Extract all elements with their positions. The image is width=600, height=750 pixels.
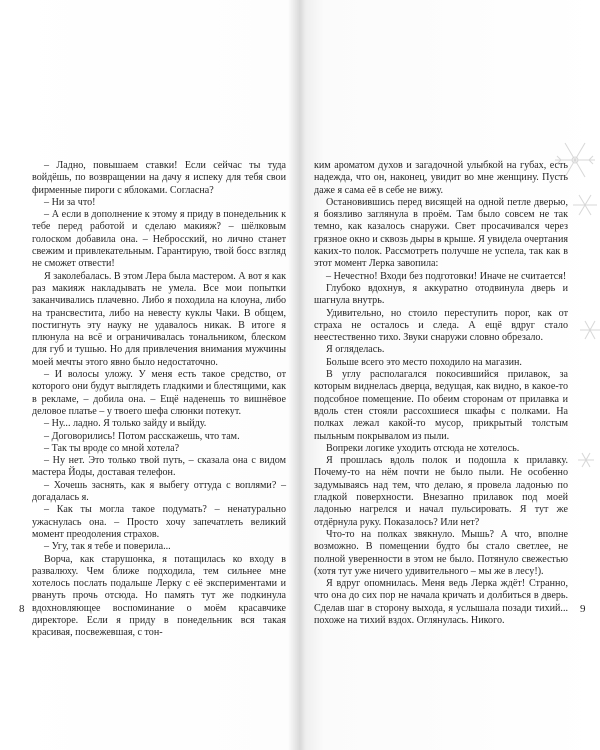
page-number-left: 8 xyxy=(19,603,25,615)
paragraph: – Нечестно! Входи без подготовки! Иначе не считается! xyxy=(326,270,567,282)
paragraph: – Хочешь заснять, как я выбегу оттуда с воплями? – догадалась я. xyxy=(32,479,286,504)
paragraph: Что-то на полках звякнуло. Мышь? А что, вполне возможно. В помещении будто бы стало светлее, не полной уверенности в этом не было. Потянуло свежестью (хотя тут уже ничего удивительного – мы же в лесу!). xyxy=(314,528,568,577)
paragraph: Я огляделась. xyxy=(326,344,385,356)
paragraph: Я прошлась вдоль полок и подошла к прилавку. Почему-то на нём почти не было пыли. Не особенно задумываясь над тем, что делаю, я провела ладонью по гладкой поверхности. Внезапно прилавок под моей ладонью нагрелся и начал пульсировать. Я тут же отдёрнула руку. Показалось? Или нет? xyxy=(314,455,568,528)
paragraph: В углу располагался покосившийся прилавок, за которым виднелась дверца, ведущая, как видно, в какое-то подсобное помещение. По обеим сторонам от прилавка и вдоль стен стояли рассохшиеся шкафы с полками. На полках лежал какой-то мусор, прикрытый толстым пыльным покрывалом из пыли. xyxy=(314,369,568,442)
paragraph: – Ну нет. Это только твой путь, – сказала она с видом мастера Йоды, доставая телефон. xyxy=(32,455,286,479)
paragraph: – Как ты могла такое подумать? – ненатурально ужаснулась она. – Просто хочу запечатлеть великий момент преодоления страхов. xyxy=(32,504,286,540)
paragraph: Я вдруг опомнилась. Меня ведь Лерка ждёт! Странно, что она до сих пор не начала кричать и долбиться в дверь. Сделав шаг в сторону выхода, я услышала позади тихий... похоже на тихий вздох. Оглянулась. Никого. xyxy=(314,578,568,626)
page-number-right: 9 xyxy=(580,603,586,615)
paragraph: Ворча, как старушонка, я потащилась ко входу в развалюху. Чем ближе подходила, тем сильнее мне хотелось послать подальше Лерку с её экспериментами и рвануть прочь отсюда. Но память тут же подкинула вдохновляющее воспоминание о моём красавчике директоре. Если я приду в понедельник вся такая красивая, посвежевшая, с тон- xyxy=(32,553,286,639)
paragraph: – Угу, так я тебе и поверила... xyxy=(44,541,171,553)
left-page-text xyxy=(32,160,286,640)
paragraph: Вопреки логике уходить отсюда не хотелось. xyxy=(326,442,520,454)
paragraph: – Ни за что! xyxy=(44,196,96,208)
paragraph: Я заколебалась. В этом Лера была мастером. А вот я как раз макияж накладывать не умела. Все мои попытки заканчивались плачевно. Либо я походила на клоуна, либо на трансвестита, либо на невесту куклы Чаки. В общем, постигнуть эту науку не удавалось никак. В итоге я плюнула на всё и ограничивалась тональником, блеском для губ и тушью. Но для привлечения внимания мужчины моей мечты этого явно было недостаточно. xyxy=(32,270,286,368)
paragraph: Больше всего это место походило на магазин. xyxy=(326,356,522,368)
paragraph: – Ладно, повышаем ставки! Если сейчас ты туда войдёшь, по возвращении на дачу я испеку для тебя свои фирменные пироги с яблоками. Согласна? xyxy=(32,160,286,196)
paragraph: Удивительно, но стоило переступить порог, как от страха не осталось и следа. А ещё вдруг стало неестественно тихо. Звуки снаружи словно обрезало. xyxy=(314,307,568,344)
snowflake-ornament-icon xyxy=(520,130,600,490)
paragraph: – И волосы уложу. У меня есть такое средство, от которого они будут выглядеть гладкими и блестящими, как в рекламе, – добила она. – Ещё наденешь то вишнёвое деловое платье – у твоего шефа слюнки потекут. xyxy=(32,369,286,417)
paragraph: Остановившись перед висящей на одной петле дверью, я боязливо заглянула в проём. Там было совсем не так темно, как казалось снаружи. Свет просачивался через грязное окно и сквозь дыры в крыше. Я увидела очертания каких-то полок. Рассмотреть получше не успела, так как в этот момент Лерка завопила: xyxy=(314,196,568,270)
paragraph: – Договорились! Потом расскажешь, что там. xyxy=(44,430,240,442)
paragraph: ким ароматом духов и загадочной улыбкой на губах, есть надежда, что он, наконец, увидит во мне женщину. Пусть даже я сама её в себе не вижу. xyxy=(314,160,568,196)
paragraph: – Так ты вроде со мной хотела? xyxy=(44,442,180,454)
paragraph: – А если в дополнение к этому я приду в понедельник к тебе перед работой и сделаю макияж? – шёлковым голоском добавила она. – Небросский, но лично станет свежим и привлекательным. Гарантирую, твой босс взгляд не сможет отвести! xyxy=(32,209,286,270)
paragraph: – Ну... ладно. Я только зайду и выйду. xyxy=(44,418,207,430)
paragraph: Глубоко вдохнув, я аккуратно отодвинула дверь и шагнула внутрь. xyxy=(314,282,568,307)
